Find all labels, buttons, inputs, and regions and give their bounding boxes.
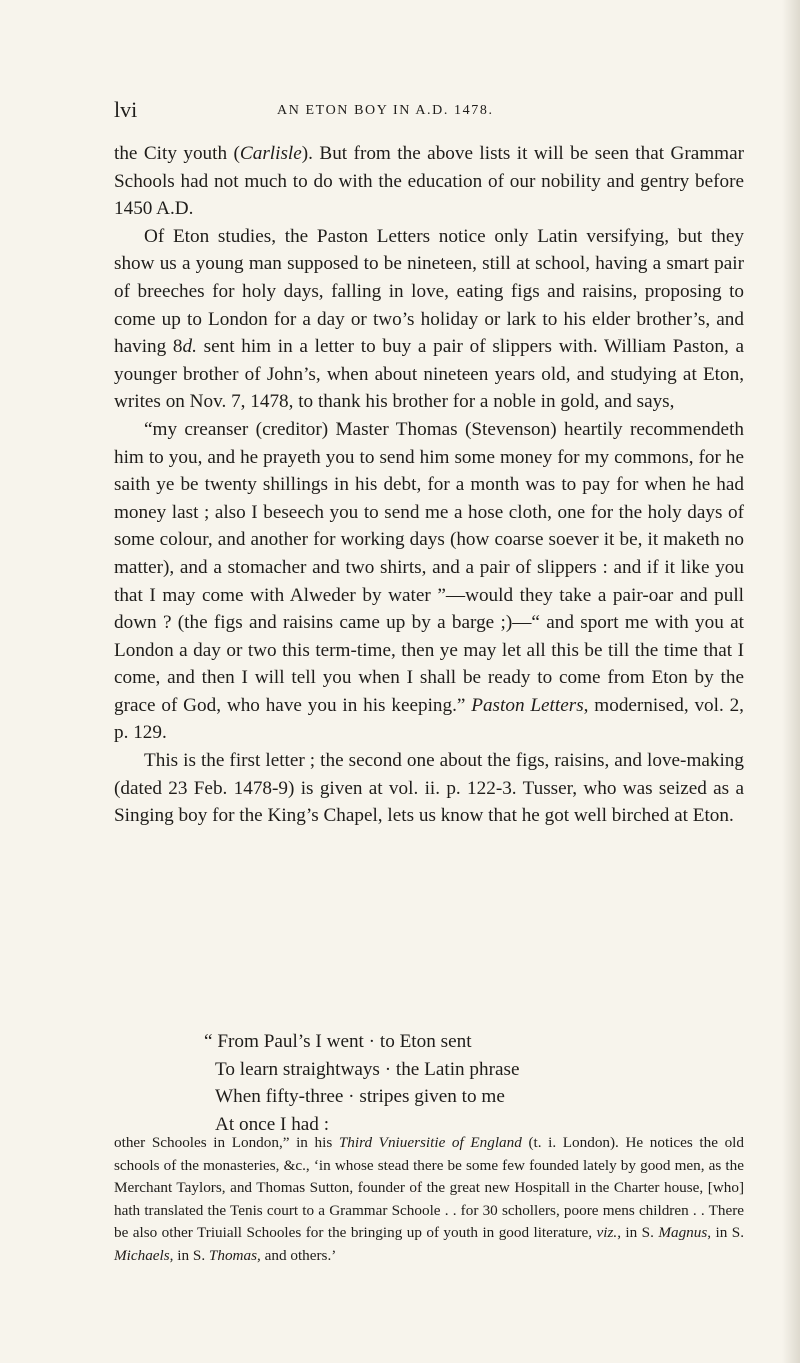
- letter-quotation: “my creanser (creditor) Master Thomas (Stevenson) heartily recommendeth him to you, and he prayeth you to send him some money for my commons, for he saith ye be twenty shillings in his debt, for a month was to pay for when he had money last ; also I beseech you to send me a hose cloth, one for the holy days of some colour, and another for working days (how coarse soever it be, it maketh no matter), and a stomacher and two shirts, and a pair of slippers : and if it like you that I may come with Alweder by water ”—would they take a pair-oar and pull down ? (the figs and raisins came up by a barge ;)—“ and sport me with you at London a day or two this term-time, then ye may let all this be till the time that I come, and then I will tell you when I shall be ready to come from Eton by the grace of God, who have you in his keeping.” Paston Letters, modernised, vol. 2, p. 129.: [114, 418, 744, 744]
- verse-line: To learn straightways · the Latin phrase: [215, 1058, 520, 1080]
- paragraph-carlisle: the City youth (Carlisle). But from the above lists it will be seen that Grammar Schools had not much to do with the education of our nobility and gentry before 1450 A.D.: [114, 143, 744, 220]
- verse-line: When fifty-three · stripes given to me: [215, 1086, 505, 1108]
- footnote-text: other Schooles in London,” in his Third Vniuersitie of England (t. i. London). He notices the old schools of the monasteries, &c., ‘in whose stead there be some few founded lately by good men, as the Merchant Taylors, and Thomas Sutton, founder of the great new Hospitall in the Charter house, [who] hath translated the Tenis court to a Grammar Schoole . . for 30 schollers, poore mens children . . There be also other Triuiall Schooles for the bringing up of youth in good literature, viz., in S. Magnus, in S. Michaels, in S. Thomas, and others.’: [114, 1134, 744, 1264]
- verse-line: “ From Paul’s I went · to Eton sent: [204, 1031, 472, 1052]
- page-edge-shadow: [782, 0, 800, 1363]
- footnote: [114, 1132, 744, 1267]
- running-head: [114, 97, 724, 127]
- paragraph-tusser: This is the first letter ; the second one about the figs, raisins, and love-making (dated 23 Feb. 1478-9) is given at vol. ii. p. 122-3. Tusser, who was seized as a Singing boy for the King’s Chapel, lets us know that he got well birched at Eton.: [114, 750, 744, 827]
- verse-line: At once I had :: [215, 1113, 330, 1135]
- main-text: [114, 140, 744, 830]
- running-title: AN ETON BOY IN A.D. 1478.: [277, 103, 494, 118]
- tusser-verse: [204, 1028, 724, 1138]
- page-number: lvi: [114, 97, 138, 122]
- paragraph-eton-studies: Of Eton studies, the Paston Letters notice only Latin versifying, but they show us a young man supposed to be nineteen, still at school, having a smart pair of breeches for holy days, falling in love, eating figs and raisins, proposing to come up to London for a day or two’s holiday or lark to his elder brother’s, and having 8d. sent him in a letter to buy a pair of slippers with. William Paston, a younger brother of John’s, when about nineteen years old, and studying at Eton, writes on Nov. 7, 1478, to thank his brother for a noble in gold, and says,: [114, 225, 744, 413]
